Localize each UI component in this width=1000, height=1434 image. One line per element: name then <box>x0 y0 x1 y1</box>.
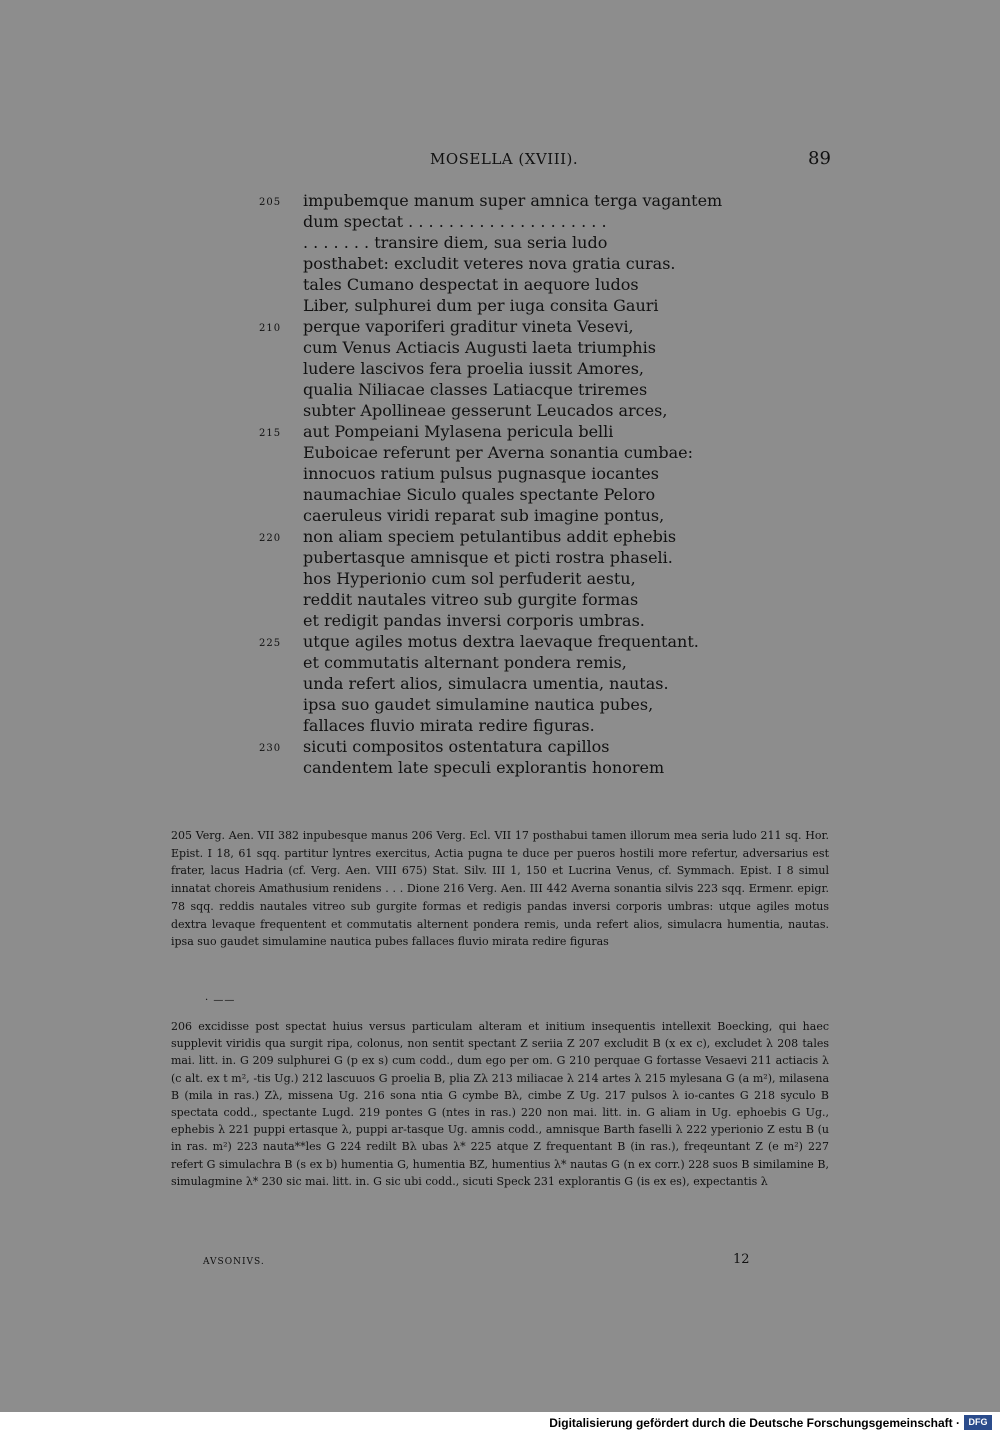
verse-line: et redigit pandas inversi corporis umbras. <box>303 611 645 630</box>
verse-line: ludere lascivos fera proelia iussit Amores, <box>303 359 645 378</box>
verse-line: Liber, sulphurei dum per iuga consita Gauri <box>303 296 659 315</box>
verse-line: unda refert alios, simulacra umentia, nautas. <box>303 674 669 693</box>
testimonia-notes: 205 Verg. Aen. VII 382 inpubesque manus 206 Verg. Ecl. VII 17 posthabui tamen illorum mea seria ludo 211 sq. Hor. Epist. I 18, 61 sqq. partitur lyntres exercitus, Actia pugna te duce per pueros hostili more refertur, adversarius est frater, lacus Hadria (cf. Verg. Aen. VIII 675) Stat. Silv. III 1, 150 et Lucrina Venus, cf. Symmach. Epist. I 8 simul innatat choreis Amathusium renidens . . . Dione 216 Verg. Aen. III 442 Averna sonantia silvis 223 sqq. Ermenr. epigr. 78 sqq. reddis nautales vitreo sub gurgite formas et redigis pandas inversi corporis umbras: utque agiles motus dextra levaque frequentent et commutatis alternent pondera remis, unda refert alios, simulacra humentia, nautas. ipsa suo gaudet simulamine nautica pubes fallaces fluvio mirata redire figuras <box>171 829 829 949</box>
verse-line: perque vaporiferi graditur vineta Vesevi, <box>303 317 634 336</box>
page-number: 89 <box>808 148 831 169</box>
verse-line: ipsa suo gaudet simulamine nautica pubes, <box>303 695 654 714</box>
verse-line: et commutatis alternant pondera remis, <box>303 653 627 672</box>
verse-number: 215 <box>259 428 282 439</box>
verse-line: impubemque manum super amnica terga vagantem <box>303 191 723 210</box>
verse-number: 225 <box>259 638 282 649</box>
note-divider: · —— <box>205 995 236 1006</box>
verse-line: reddit nautales vitreo sub gurgite formas <box>303 590 639 609</box>
verse-line: cum Venus Actiacis Augusti laeta triumphis <box>303 338 656 357</box>
verse-number: 205 <box>259 197 282 208</box>
signature-mark: AVSONIVS. <box>203 1257 265 1267</box>
running-title: MOSELLA (XVIII). <box>430 150 579 168</box>
leaf-number: 12 <box>733 1252 750 1267</box>
verse-line: subter Apollineae gesserunt Leucados arces, <box>303 401 668 420</box>
verse-line: caeruleus viridi reparat sub imagine pontus, <box>303 506 665 525</box>
verse-number: 220 <box>259 533 282 544</box>
verse-line: . . . . . . . transire diem, sua seria ludo <box>303 233 608 252</box>
verse-line: tales Cumano despectat in aequore ludos <box>303 275 639 294</box>
verse-line: qualia Niliacae classes Latiacque triremes <box>303 380 648 399</box>
verse-line: candentem late speculi explorantis honorem <box>303 758 665 777</box>
verse-line: aut Pompeiani Mylasena pericula belli <box>303 422 614 441</box>
verse-line: pubertasque amnisque et picti rostra phaseli. <box>303 548 673 567</box>
verse-line: non aliam speciem petulantibus addit ephebis <box>303 527 677 546</box>
verse-line: dum spectat . . . . . . . . . . . . . . . . . . . . <box>303 212 607 231</box>
dfg-logo-icon: DFG <box>964 1415 992 1430</box>
verse-line: innocuos ratium pulsus pugnasque iocantes <box>303 464 659 483</box>
verse-number: 210 <box>259 323 282 334</box>
verse-line: hos Hyperionio cum sol perfuderit aestu, <box>303 569 636 588</box>
verse-line: utque agiles motus dextra laevaque frequentant. <box>303 632 699 651</box>
verse-line: naumachiae Siculo quales spectante Peloro <box>303 485 656 504</box>
verse-line: Euboicae referunt per Averna sonantia cumbae: <box>303 443 693 462</box>
funding-text: Digitalisierung gefördert durch die Deutsche Forschungsgemeinschaft · <box>549 1416 960 1430</box>
verse-line: sicuti compositos ostentatura capillos <box>303 737 610 756</box>
critical-apparatus: 206 excidisse post spectat huius versus particulam alteram et initium insequentis intellexit Boecking, qui haec supplevit viridis qua surgit ripa, colonus, non sentit spectant Z seriia Z 207 excludit B (x ex c), excludet λ 208 tales mai. litt. in. G 209 sulphurei G (p ex s) cum codd., dum ego per om. G 210 perquae G fortasse Vesaevi 211 actiacis λ (c alt. ex t m², -tis Ug.) 212 lascuuos G proelia B, plia Zλ 213 miliacae λ 214 artes λ 215 mylesana G (a m²), milasena B (mila in ras.) Zλ, missena Ug. 216 sona ntia G cymbe Bλ, cimbe Z Ug. 217 pulsos λ io-cantes G 218 syculo B spectata codd., spectante Lugd. 219 pontes G (ntes in ras.) 220 non mai. litt. in. G aliam in Ug. ephoebis G Ug., ephebis λ 221 puppi ertasque λ, puppi ar-tasque Ug. amnis codd., amnisque Barth faselli λ 222 yperionio Z estu B (u in ras. m²) 223 nauta**les G 224 redilt Bλ ubas λ* 225 atque Z frequentant B (in ras.), freqeuntant Z (e m²) 227 refert G simulachra B (s ex b) humentia G, humentia BZ, humentius λ* nautas G (n ex corr.) 228 suos B similamine B, simulagmine λ* 230 sic mai. litt. in. G sic ubi codd., sicuti Speck 231 explorantis G (is ex es), expectantis λ <box>171 1020 829 1188</box>
verse-line: fallaces fluvio mirata redire figuras. <box>303 716 595 735</box>
funding-bar <box>0 1412 1000 1434</box>
verse-line: posthabet: excludit veteres nova gratia curas. <box>303 254 676 273</box>
verse-number: 230 <box>259 743 282 754</box>
